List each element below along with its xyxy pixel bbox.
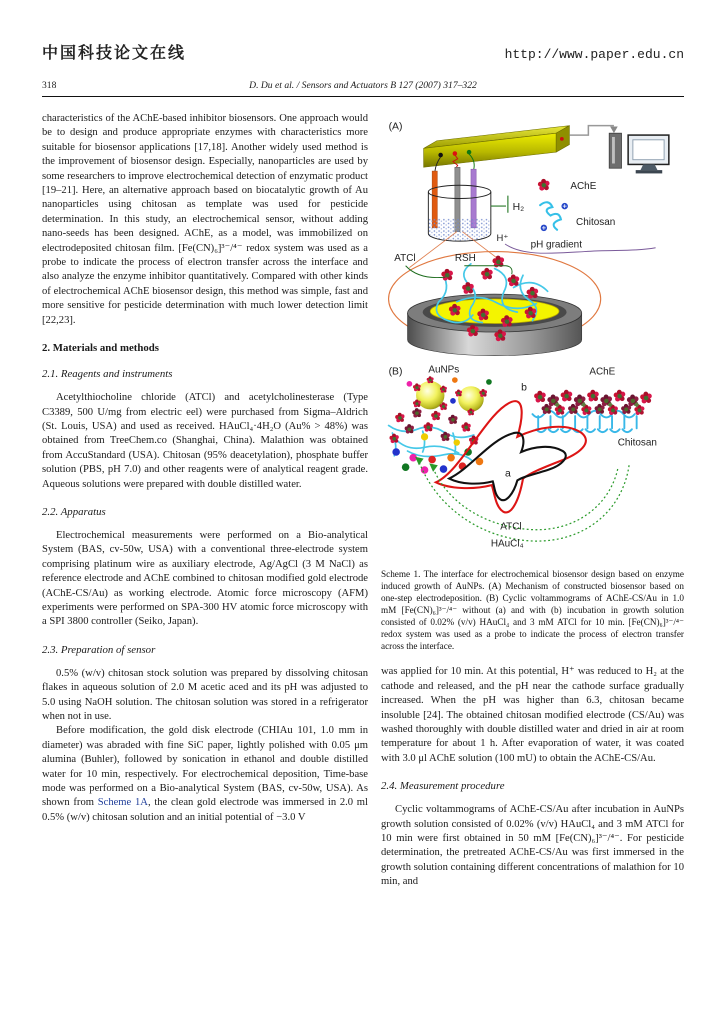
subsection-heading-apparatus: 2.2. Apparatus bbox=[42, 505, 106, 518]
preparation-paragraph-1: 0.5% (w/v) chitosan stock solution was prepared by dissolving chitosan flakes in aqueous solution of 2.0 M acetic aced and its pH was adjusted to 5.0 using NaOH solution. The chitosan solution was stored in a refrigerator when not in use. bbox=[42, 667, 368, 722]
panel-a-chitosan-label: Chitosan bbox=[576, 217, 616, 229]
potentiostat-box bbox=[424, 126, 570, 168]
ache-icon bbox=[538, 179, 550, 191]
preparation-paragraph-2 bbox=[42, 724, 368, 825]
site-header bbox=[42, 40, 684, 63]
arrowhead-inner bbox=[429, 463, 438, 472]
h-plus-label: H⁺ bbox=[496, 233, 509, 245]
computer bbox=[569, 126, 668, 174]
ph-gradient-label: pH gradient bbox=[530, 239, 582, 251]
scheme-1-figure bbox=[381, 112, 684, 652]
site-logo-text: 中国科技论文在线 bbox=[42, 45, 187, 62]
right-column bbox=[381, 112, 684, 890]
h2-label: H₂ bbox=[512, 201, 525, 213]
panel-b-haucl4-label: HAuCl₄ bbox=[490, 538, 524, 550]
gold-electrode-cylinder bbox=[408, 294, 582, 356]
panel-a-label: (A) bbox=[388, 121, 403, 133]
section-heading-materials-methods: 2. Materials and methods bbox=[42, 342, 159, 355]
curve-a-label: a bbox=[505, 468, 511, 480]
preparation-paragraph-2-text: Before modification, the gold disk electrode (CHIAu 101, 1.0 mm in diameter) was abraded with fine SiC paper, lightly polished with 0.05 μm alumina (Buhler), followed by sonication in ethanol and double distilled water for 10 min, respectively. For electrochemical deposition, Time-base mode was performed on a Bio-analytical System (BAS, cv-50w, USA). As shown from bbox=[42, 725, 368, 809]
site-url[interactable]: http://www.paper.edu.cn bbox=[504, 47, 684, 62]
panel-a-ache-label: AChE bbox=[570, 181, 597, 193]
arrowhead-outer bbox=[415, 457, 424, 466]
subsection-heading-preparation: 2.3. Preparation of sensor bbox=[42, 643, 156, 656]
subsection-heading-reagents: 2.1. Reagents and instruments bbox=[42, 368, 173, 381]
ache-chitosan-layer bbox=[533, 390, 652, 432]
panel-b-chitosan-label: Chitosan bbox=[617, 437, 657, 449]
continuation-paragraph: was applied for 10 min. At this potential, H⁺ was reduced to H₂ at the cathode and released, and the pH near the cathode surface gradually increased. When the pH was higher than 6.3, chitosan became insoluble [24]. The obtained chitosan modified electrode (CS/Au) was washed thoroughly with double distilled water and dried in air at room temperature for about 1 h. After evaporation of water, it was coated with 3.0 μl AChE solution (100 mU) to obtain the AChE-CS/Au. bbox=[381, 666, 684, 764]
reagents-paragraph: Acetylthiocholine chloride (ATCl) and acetylcholinesterase (Type C3389, 500 U/mg from electric eel) were purchased from Sigma–Aldrich (St. Louis, USA) and used as received. HAuCl₄·4H₂O (Au% > 48%) was obtained from TreeChem.co (Shanghai, China). Malathion was obtained from AccuStandard (USA). Chitosan (95% deacetylation), phosphate buffer solution (PBS, pH 7.0) and other reagents were of analytical reagent grade. Aqueous solutions were prepared with double distilled water. bbox=[42, 392, 368, 490]
two-column-body bbox=[42, 112, 684, 890]
chitosan-icon bbox=[540, 202, 568, 231]
running-title: D. Du et al. / Sensors and Actuators B 127 (2007) 317–322 bbox=[249, 80, 477, 91]
subsection-heading-measurement: 2.4. Measurement procedure bbox=[381, 780, 505, 793]
panel-a-atcl-label: ATCl bbox=[394, 253, 416, 265]
header-rule bbox=[42, 96, 684, 97]
intro-paragraph: characteristics of the AChE-based inhibitor biosensors. One approach would be to design and produce appropriate enzymes with characteristics more suitable for biosensor applications [17,18]. Another widely used method is the improvement of biosensor design. Especially, nanoparticles are used by some researchers to improve electrochemical detection of enzymatic product [19–21]. Here, an alternative approach based on biocatalytic growth of Au nanoparticles using chitosan as template was used for pesticide determination. In this study, an electrochemical sensor, without adding nano-seeds has been designed. AChE, as a model, was immobilized on electrodeposited chitosan film. [Fe(CN)₆]³⁻/⁴⁻ redox system was used as a probe to indicate the process of electron transfer across the interface and also analyze the enzyme inhibitor quantitatively. Compared with other kinds of electrochemical AChE biosensor design, this method was simple, fast and more sensitive for pesticide determination with much lower detection limit [22,23]. bbox=[42, 113, 368, 326]
scheme-1a-link[interactable]: Scheme 1A bbox=[97, 797, 148, 809]
curve-b-label: b bbox=[521, 382, 527, 394]
h2-bracket-line bbox=[491, 196, 508, 213]
apparatus-paragraph: Electrochemical measurements were performed on a Bio-analytical System (BAS, cv-50w, USA) with a conventional three-electrode system comprising platinum wire as auxiliary electrode, Ag/AgCl (3 M NaCl) as reference electrode and AChE combined to chitosan modified gold electrode (AChE-CS/Au) as working electrode. Atomic force microscopy (AFM) experiments were performed on SPA-300 HV atomic force microscopy with a SPI 3800 controller (Seiko, Japan). bbox=[42, 529, 368, 628]
growth-solution-arrows bbox=[419, 461, 629, 541]
panel-a-rsh-label: RSH bbox=[454, 253, 476, 265]
panel-b-ache-label: AChE bbox=[589, 366, 616, 378]
page-number: 318 bbox=[42, 80, 57, 91]
left-column bbox=[42, 112, 368, 890]
preparation-paragraph-2-text-end: , the clean gold electrode was immersed in 2.0 ml 0.5% (w/v) chitosan solution and an initial potential of −3.0 V bbox=[42, 797, 368, 823]
panel-b-label: (B) bbox=[388, 366, 403, 378]
atcl-curve bbox=[406, 266, 446, 278]
aunps-label: AuNPs bbox=[428, 364, 460, 376]
running-head bbox=[42, 80, 684, 93]
scheme-1-panel-a bbox=[381, 112, 684, 357]
scheme-1-caption: Scheme 1. The interface for electrochemical biosensor design based on enzyme induced growth of AuNPs. (A) Mechanism of constructed biosensor based on one-step electrodeposition. (B) Cyclic voltammograms of AChE-CS/Au in 1.0 mM [Fe(CN)₆]³⁻/⁴⁻ without (a) and with (b) incubation in growth solution consisted of 0.02% (v/v) HAuCl₄ and 3 mM ATCl for 10 min. [Fe(CN)₆]³⁻/⁴⁻ redox system was used as a probe to indicate the process of electron transfer across the interface. bbox=[381, 569, 684, 652]
scheme-1-panel-b bbox=[381, 359, 684, 563]
measurement-paragraph: Cyclic voltammograms of AChE-CS/Au after incubation in AuNPs growth solution consisted of 0.02% (v/v) HAuCl₄ and 3 mM ATCl for 10 min were first obtained in 50 mM [Fe(CN)₆]³⁻/⁴⁻. For pesticide determination, the pretreated AChE-CS/Au was first immersed in the growth solution containing different concentrations of malathion for 10 min, and bbox=[381, 804, 684, 888]
panel-b-atcl-label: ATCl bbox=[500, 521, 522, 533]
